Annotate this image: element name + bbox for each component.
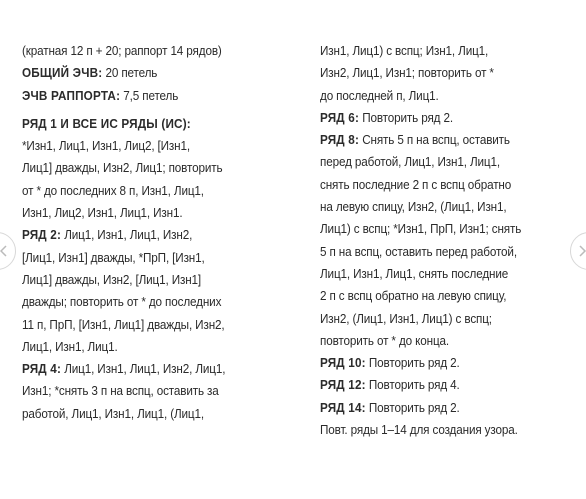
- text-line: Изн2, Лиц1, Изн1; повторить от *: [320, 66, 494, 81]
- text-line: [Лиц1, Изн1] дважды, *ПрП, [Изн1,: [22, 250, 205, 265]
- text-line: работой, Лиц1, Изн1, Лиц1, (Лиц1,: [22, 406, 204, 421]
- row-text: Повторить ряд 2.: [365, 356, 460, 371]
- row-text: Лиц1, Изн1, Лиц1, Изн2,: [61, 228, 193, 243]
- row-12-line: [320, 374, 582, 396]
- label-bold: ОБЩИЙ ЭЧВ:: [22, 66, 103, 81]
- text-line: на левую спицу, Изн2, (Лиц1, Изн1,: [320, 200, 507, 215]
- text-line: Изн2, (Лиц1, Изн1, Лиц1) с вспц;: [320, 311, 492, 326]
- right-column: [320, 40, 582, 441]
- text-line: Лиц1, Изн1, Лиц1, снять последние: [320, 266, 509, 281]
- row-4-line: [22, 358, 301, 380]
- text-line: Изн1, Лиц2, Изн1, Лиц1, Изн1.: [22, 206, 183, 221]
- row-text: Снять 5 п на вспц, оставить: [359, 133, 510, 148]
- row-label: РЯД 2:: [22, 228, 62, 243]
- row-8-line: [320, 129, 582, 151]
- row-label: РЯД 6:: [320, 110, 360, 125]
- text-line: Лиц1] дважды, Изн2, Лиц1; повторить: [22, 161, 223, 176]
- row-text: Повторить ряд 2.: [359, 110, 453, 125]
- text-line: повторить от * до конца.: [320, 333, 450, 348]
- repeat-stitch-count: [22, 85, 301, 107]
- text-line: Лиц1) с вспц; *Изн1, ПрП, Изн1; снять: [320, 222, 522, 237]
- row-label: РЯД 10:: [320, 356, 366, 371]
- row-text: Повторить ряд 2.: [365, 400, 460, 415]
- label-bold: ЭЧВ РАППОРТА:: [22, 88, 121, 103]
- row-label: РЯД 4:: [22, 362, 62, 377]
- repeat-rows-note: Повт. ряды 1–14 для создания узора.: [320, 423, 518, 438]
- row-6-line: [320, 107, 582, 129]
- total-stitch-count: [22, 62, 301, 84]
- chevron-right-icon: [575, 244, 586, 258]
- row-label: РЯД 12:: [320, 378, 366, 393]
- row-14-line: [320, 397, 582, 419]
- text-line: Лиц1, Изн1, Лиц1.: [22, 339, 118, 354]
- row-10-line: [320, 352, 582, 374]
- row-label: РЯД 8:: [320, 133, 360, 148]
- left-column: [22, 40, 301, 425]
- text-line: 5 п на вспц, оставить перед работой,: [320, 244, 517, 259]
- text-line: снять последние 2 п с вспц обратно: [320, 177, 512, 192]
- text-line: перед работой, Лиц1, Изн1, Лиц1,: [320, 155, 500, 170]
- text-line: до последней п, Лиц1.: [320, 88, 439, 103]
- value-text: 7,5 петель: [120, 88, 179, 103]
- row-2-line: [22, 224, 301, 246]
- text-line: Изн1, Лиц1) с вспц; Изн1, Лиц1,: [320, 44, 489, 58]
- text-line: дважды; повторить от * до последних: [22, 295, 222, 310]
- row-heading: РЯД 1 И ВСЕ ИС РЯДЫ (ИС):: [22, 116, 191, 131]
- text-line: Изн1; *снять 3 п на вспц, оставить за: [22, 384, 219, 399]
- pattern-multiple-note: (кратная 12 п + 20; раппорт 14 рядов): [22, 44, 222, 58]
- row-label: РЯД 14:: [320, 400, 366, 415]
- text-line: 11 п, ПрП, [Изн1, Лиц1] дважды, Изн2,: [22, 317, 225, 332]
- text-line: 2 п с вспц обратно на левую спицу,: [320, 289, 507, 304]
- text-line: Лиц1] дважды, Изн2, [Лиц1, Изн1]: [22, 272, 202, 287]
- row-text: Повторить ряд 4.: [365, 378, 460, 393]
- text-line: *Изн1, Лиц1, Изн1, Лиц2, [Изн1,: [22, 139, 190, 154]
- value-text: 20 петель: [102, 66, 158, 81]
- text-line: от * до последних 8 п, Изн1, Лиц1,: [22, 183, 204, 198]
- chevron-left-icon: [0, 244, 11, 258]
- row-text: Лиц1, Изн1, Лиц1, Изн2, Лиц1,: [61, 362, 226, 377]
- previous-image-button[interactable]: [0, 232, 16, 270]
